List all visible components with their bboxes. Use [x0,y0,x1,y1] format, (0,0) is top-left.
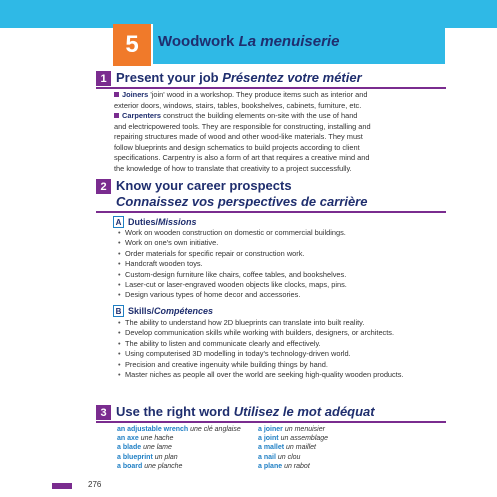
vocab-item [258,434,328,443]
vocab-item [117,425,241,434]
carpenters-line: repairing structures made of wood and other wood-like materials. They must [114,132,363,141]
section-3-number: 3 [96,405,111,420]
duties-letter: A [113,216,124,228]
section-2-number: 2 [96,179,111,194]
joiners-term: Joiners [122,90,149,99]
vocab-en: a blueprint [117,453,153,461]
skills-heading [113,305,213,317]
joiners-line: exterior doors, windows, stairs, tables, bookshelves, cabinets, furniture, etc. [114,100,362,110]
section-2-heading [96,178,367,210]
vocab-fr: un maillet [286,444,316,452]
unit-title-fr: La menuiserie [238,33,340,50]
section-2-title-fr: Connaissez vos perspectives de carrière [116,194,368,209]
carpenters-line: construct the building elements on-site with the use of hand [163,111,358,120]
carpenters-line: the knowledge of how to translate that creativity to a project successfully. [114,163,352,173]
vocab-en: an axe [117,435,139,443]
skills-letter: B [113,305,124,317]
section-3-heading [96,404,375,420]
list-item: • Develop communication skills while working with builders, designers, or architects. [118,328,446,338]
section-1-number: 1 [96,71,111,86]
vocab-item [258,425,328,434]
vocab-fr: une hache [140,435,174,443]
list-item: • Using computerised 3D modelling in today's technology-driven world. [118,349,446,359]
list-item: • The ability to listen and communicate clearly and effectively. [118,339,446,349]
joiners-line: 'join' wood in a workshop. They produce items such as interior and [150,90,368,99]
section-1-heading [96,70,362,86]
duties-title-en: Duties/ [128,217,159,227]
vocab-column-right [258,425,328,471]
section-3-title-en: Use the right word [116,404,231,419]
vocab-fr: une lame [143,444,172,452]
vocab-item [117,462,241,471]
duties-title-fr: Missions [158,217,197,227]
vocab-fr: un clou [277,453,301,461]
skills-title-en: Skills/ [128,306,155,316]
list-item: • Precision and creative ingenuity while building things by hand. [118,360,446,370]
vocab-item [117,453,241,462]
section-2-title [116,178,367,210]
list-item: • Master niches as people all over the world are seeking high-quality wooden products. [118,370,446,380]
carpenters-paragraph [114,111,446,174]
vocab-item [258,462,328,471]
section-3-rule [96,421,446,423]
section-3-title [116,404,375,420]
list-item: • Design various types of home decor and accessories. [118,290,446,300]
list-item: • Work on one's own initiative. [118,238,446,248]
unit-title-en: Woodwork [158,33,235,50]
skills-title-fr: Compétences [154,306,214,316]
vocab-fr: un rabot [284,462,310,470]
carpenters-line: follow blueprints and design schematics to build projects according to client [114,142,360,152]
unit-number-badge: 5 [113,24,153,66]
skills-list [118,318,446,380]
bullet-square-icon [114,113,119,118]
skills-title [128,306,213,316]
section-1-rule [96,87,446,89]
vocab-en: a board [117,462,143,470]
section-1-title-fr: Présentez votre métier [222,70,362,85]
vocab-en: a joiner [258,426,283,433]
vocab-item [117,434,241,443]
top-color-band [0,0,497,28]
list-item: • Laser-cut or laser-engraved wooden objects like clocks, maps, pins. [118,280,446,290]
section-2-rule [96,211,446,213]
list-item: • Handcraft wooden toys. [118,259,446,269]
vocab-en: a blade [117,444,142,452]
vocab-en: a mallet [258,444,285,452]
section-1-title-en: Present your job [116,70,219,85]
footer-color-mark [52,483,72,489]
vocab-fr: un plan [154,453,178,461]
duties-list [118,228,446,301]
vocab-fr: un assemblage [280,435,329,443]
section-3-title-fr: Utilisez le mot adéquat [233,404,375,419]
duties-title [128,217,197,227]
bullet-square-icon [114,92,119,97]
page-number: 276 [88,480,102,489]
list-item: • The ability to understand how 2D blueprints can translate into built reality. [118,318,446,328]
vocab-column-left [117,425,241,471]
vocab-item [258,443,328,452]
list-item: • Work on wooden construction on domestic or commercial buildings. [118,228,446,238]
carpenters-term: Carpenters [122,111,162,120]
vocab-en: a joint [258,435,279,443]
vocab-fr: une planche [144,462,183,470]
vocab-item [258,453,328,462]
carpenters-line: specifications. Carpentry is also a form of art that requires a creative mind and [114,153,370,162]
vocab-en: an adjustable wrench [117,426,189,433]
vocab-fr: une clé anglaise [190,426,241,433]
joiners-paragraph [114,90,446,111]
section-1-title [116,70,362,86]
vocab-en: a nail [258,453,276,461]
unit-title [158,33,339,50]
duties-heading [113,216,197,228]
list-item: • Custom-design furniture like chairs, coffee tables, and bookshelves. [118,270,446,280]
vocab-item [117,443,241,452]
carpenters-line: and electricpowered tools. They are responsible for constructing, installing and [114,121,371,131]
section-2-title-en: Know your career prospects [116,178,292,193]
list-item: • Order materials for specific repair or construction work. [118,249,446,259]
vocab-en: a plane [258,462,283,470]
vocab-fr: un menuisier [284,426,325,433]
